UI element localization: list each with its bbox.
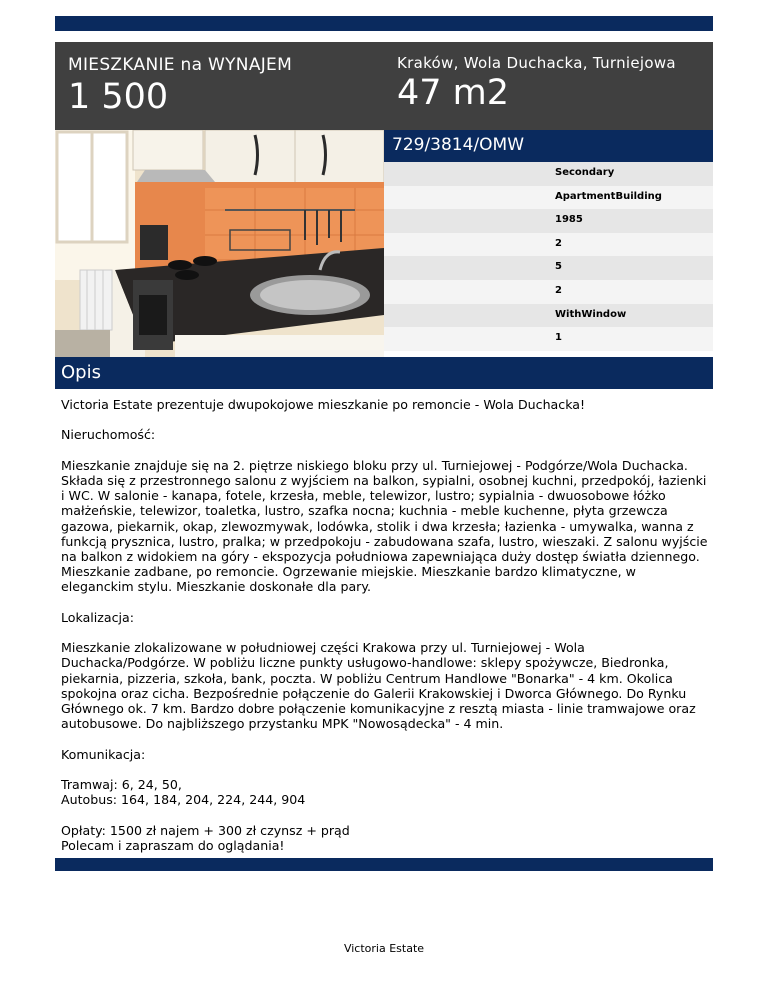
description-property: Mieszkanie znajduje się na 2. piętrze niskiego bloku przy ul. Turniejowej - Podgórze/Wola Duchacka. Składa się z przestronnego salonu z wyjściem na balkon, sypialni, osobnej kuchni, przedpokój, łazienki i WC. W salonie - kanapa, fotele, krzesła, meble, telewizor, lustro; sypialnia - dwuosobowe łóżko małżeńskie, telewizor, toaletka, lustro, szafka nocna; kuchnia - meble kuchenne, płyta grzewcza gazowa, piekarnik, okap, zlewozmywak, lodówka, stolik i dwa krzesła; łazienka - umywalka, wanna z funkcją prysznica, lustro, pralka; w przedpokoju - zabudowana szafa, lustro, wieszaki. Z salonu wyjście na balkon z widokiem na góry - ekspozycja południowa zapewniająca duży dostęp światła dziennego. Mieszkanie zadbane, po remoncie. Ogrzewanie miejskie. Mieszkanie bardzo klimatyczne, w eleganckim stylu. Mieszkanie doskonałe dla pary.: [61, 457, 708, 595]
property-value: 2: [555, 237, 562, 249]
reference-number: 729/3814/OMW: [392, 135, 525, 155]
property-row: [384, 327, 713, 351]
description-heading-property: Nieruchomość:: [61, 427, 156, 443]
description: [61, 397, 709, 868]
description-heading-transport: Komunikacja:: [61, 746, 146, 762]
listing-header: [55, 42, 713, 130]
property-value: 5: [555, 261, 562, 273]
property-row: [384, 304, 713, 328]
description-location: Mieszkanie zlokalizowane w południowej części Krakowa przy ul. Turniejowej - Wola Duchacka/Podgórze. W pobliżu liczne punkty usługowo-handlowe: sklepy spożywcze, Biedronka, piekarnia, pizzeria, szkoła, bank, poczta. W pobliżu Centrum Handlowe "Bonarka" - 4 km. Okolica spokojna oraz cicha. Bezpośrednie połączenie do Galerii Krakowskiej i Dworca Głównego. Do Rynku Głównego ok. 7 km. Bardzo dobre połączenie komunikacyjne z resztą miasta - linie tramwajowe oraz autobusowe. Do najbliższego przystanku MPK "Nowosądecka" - 4 min.: [61, 640, 696, 732]
description-fees: Opłaty: 1500 zł najem + 300 zł czynsz + prąd: [61, 822, 350, 838]
area: 47 m2: [397, 73, 510, 113]
description-bus: Autobus: 164, 184, 204, 224, 244, 904: [61, 792, 306, 808]
description-heading-location: Lokalizacja:: [61, 609, 134, 625]
property-row: [384, 256, 713, 280]
footer-agency: Victoria Estate: [343, 942, 425, 955]
description-closing: Polecam i zapraszam do oglądania!: [61, 837, 285, 853]
description-intro: Victoria Estate prezentuje dwupokojowe mieszkanie po remoncie - Wola Duchacka!: [61, 397, 586, 412]
offer-type: MIESZKANIE na WYNAJEM: [68, 55, 293, 75]
location: Kraków, Wola Duchacka, Turniejowa: [397, 54, 676, 72]
property-row: [384, 162, 713, 186]
section-title: Opis: [61, 362, 101, 383]
property-row: [384, 186, 713, 210]
property-photo: [55, 130, 384, 357]
top-accent-bar: [55, 16, 713, 31]
property-value: 1: [555, 332, 562, 344]
property-value: WithWindow: [555, 308, 627, 320]
price: 1 500: [68, 77, 169, 117]
property-value: Secondary: [555, 167, 615, 178]
property-details-table: [384, 162, 713, 351]
property-row: [384, 209, 713, 233]
property-row: [384, 280, 713, 304]
description-tram: Tramwaj: 6, 24, 50,: [61, 776, 182, 792]
description-section-bar: [55, 357, 713, 389]
property-value: ApartmentBuilding: [555, 190, 662, 202]
property-value: 2: [555, 284, 562, 296]
property-value: 1985: [555, 214, 583, 226]
bottom-accent-bar: [55, 858, 713, 871]
property-row: [384, 233, 713, 257]
reference-bar: [384, 130, 713, 162]
